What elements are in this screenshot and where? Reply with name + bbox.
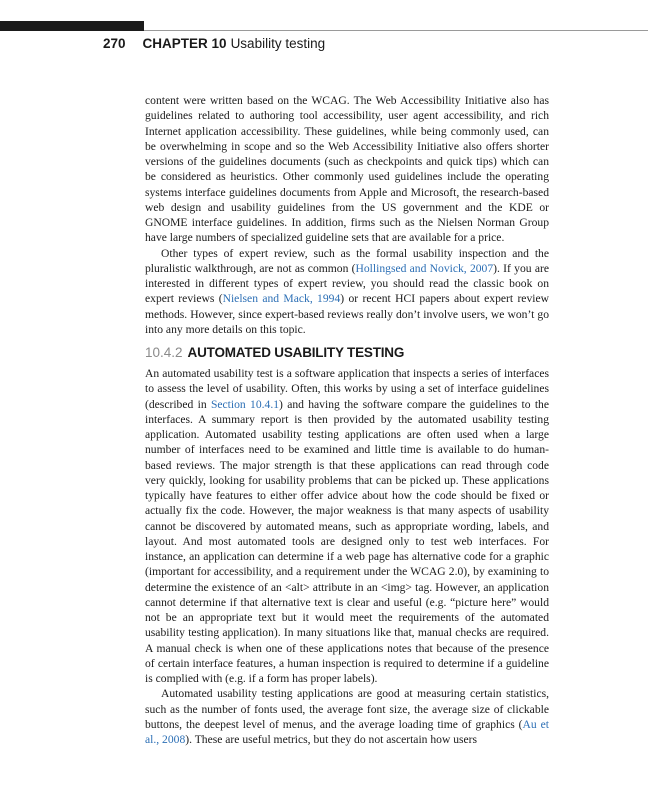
citation-link[interactable]: Hollingsed and Novick, 2007 bbox=[355, 261, 494, 275]
paragraph-text: An automated usability test is a software application that inspects a series of interfaces to assess the level of usability. Often, this works by using a set of interface guidelines (described in bbox=[145, 367, 549, 411]
header-rule bbox=[144, 30, 648, 31]
section-number: 10.4.2 bbox=[145, 345, 183, 360]
paragraph-text: ) or recent HCI papers about expert review methods. However, since expert-based reviews really don’t involve users, we won’t go into any more details on this topic. bbox=[145, 292, 549, 336]
paragraph-text: Automated usability testing applications are good at measuring certain statistics, such as the number of fonts used, the average font size, the average size of clickable buttons, the deepest level of menus, and the average loading time of graphics ( bbox=[145, 687, 549, 731]
citation-link[interactable]: Section 10.4.1 bbox=[210, 397, 280, 411]
paragraph-text: ). These are useful metrics, but they do not ascertain how users bbox=[185, 733, 478, 746]
paragraph-text: ) and having the software compare the guidelines to the interfaces. A summary report is then provided by the automated usability testing application. Automated usability testing applications are often used when a large number of interfaces need to be examined and little time is available to do human-based reviews. The major strength is that these applications can read through code very quickly, looking for usability problems that can be picked up. These applications typically have features to either offer advice about how the code should be fixed or actually fix the code. However, the major weakness is that many aspects of usability cannot be discovered by automated means, such as appropriate wording, labels, and layout. And most automated tools are designed only to test web interfaces. For instance, an application can determine if a web page has alternative code for a graphic (important for accessibility, and a requirement under the WCAG 2.0), by examining to determine the existence of an <alt> attribute in an <img> tag. However, an application cannot determine if that alternative text is clear and useful (e.g. “picture here” would not be an appropriate text but it would meet the requirements of the automated usability testing application). In many situations like that, manual checks are required. A manual check is when one of these applications notes that because of the presence of certain interface features, a human inspection is required to determine if a guideline is complied with (e.g. if a form has proper labels). bbox=[145, 397, 549, 685]
section-title: AUTOMATED USABILITY TESTING bbox=[187, 345, 405, 360]
chapter-label: CHAPTER 10 bbox=[142, 36, 227, 51]
chapter-title: Usability testing bbox=[230, 36, 326, 51]
running-head bbox=[103, 36, 325, 52]
citation-link[interactable]: Nielsen and Mack, 1994 bbox=[222, 292, 341, 306]
paragraph-text: ). If you are interested in different types of expert review, you should read the classic book on expert reviews ( bbox=[145, 261, 549, 306]
citation-link[interactable]: Au et al., 2008 bbox=[145, 717, 549, 746]
body-text-section bbox=[145, 366, 549, 747]
paragraph-p4 bbox=[145, 686, 549, 747]
section-heading bbox=[145, 344, 404, 362]
paragraph-p1 bbox=[145, 93, 549, 246]
paragraph-p2 bbox=[145, 246, 549, 338]
body-text-top bbox=[145, 93, 549, 337]
paragraph-text: Other types of expert review, such as the formal usability inspection and the pluralistic walkthrough, are not as common ( bbox=[145, 246, 549, 275]
page-number: 270 bbox=[103, 36, 126, 51]
header-black-bar bbox=[0, 21, 144, 31]
paragraph-text: content were written based on the WCAG. The Web Accessibility Initiative also has guidelines related to authoring tool accessibility, user agent accessibility, and rich Internet application accessibility. These guidelines, while being commonly used, can be overwhelming in scope and so the Web Accessibility Initiative also offers shorter versions of the guidelines documents (such as checkpoints and quick tips) which can be considered as heuristics. Other commonly used guidelines include the operating systems interface guidelines documents from Apple and Microsoft, the research-based web design and usability guidelines from the US government and the KDE or GNOME interface guidelines. In addition, firms such as the Nielsen Norman Group have large numbers of specialized guideline sets that are available for a price. bbox=[145, 94, 549, 245]
paragraph-p3 bbox=[145, 366, 549, 686]
